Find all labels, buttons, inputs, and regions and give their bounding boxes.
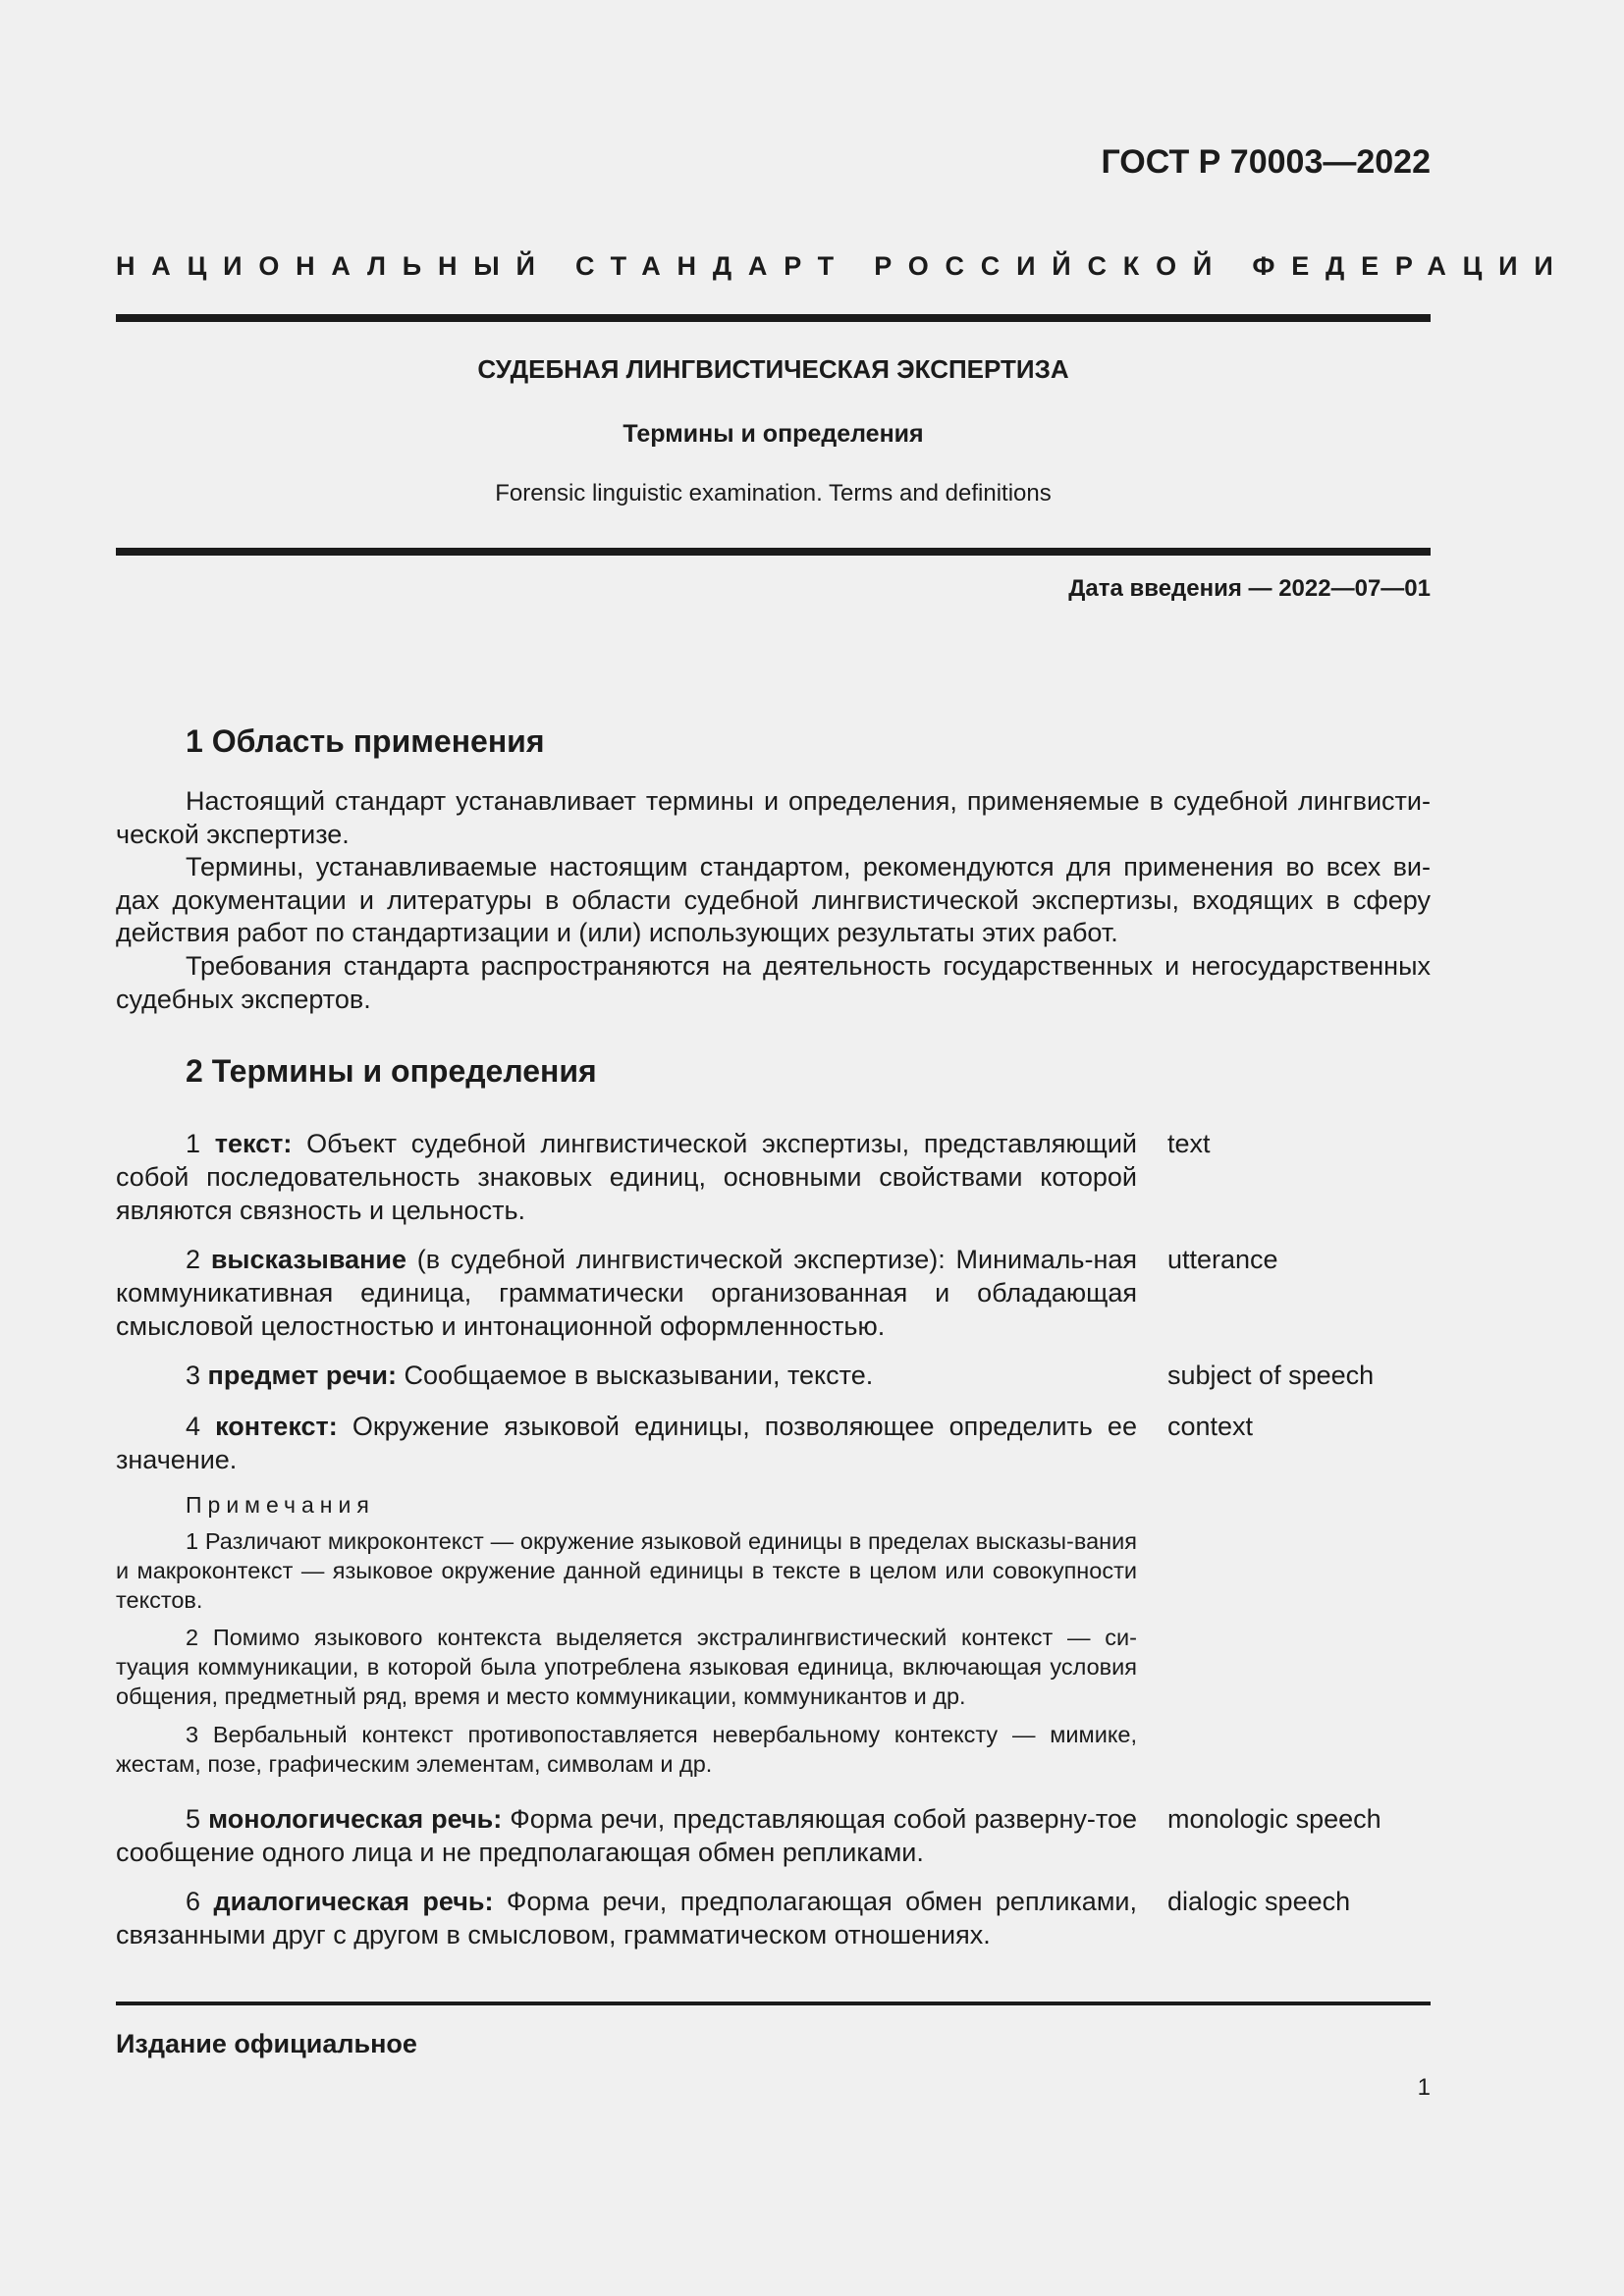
term-english: monologic speech: [1167, 1804, 1381, 1834]
term-name: диалогическая речь:: [213, 1887, 494, 1916]
english-title: Forensic linguistic examination. Terms and definitions: [495, 480, 1052, 507]
section-1-paragraph: Настоящий стандарт устанавливает термины и определения, применяемые в судебной лингвисти-ческой экспертизе.: [116, 786, 1431, 849]
term-entry: 3 предмет речи: Сообщаемое в высказывании, тексте.: [186, 1361, 874, 1390]
term-entry: 1 текст: Объект судебной лингвистической экспертизы, представляющий собой последовательность знаковых единиц, основными свойствами которой являются связность и цельность.: [116, 1129, 1137, 1225]
term-english: dialogic speech: [1167, 1887, 1351, 1916]
term-name: контекст:: [215, 1412, 338, 1441]
term-entry: 6 диалогическая речь: Форма речи, предполагающая обмен репликами, связанными друг с другом в смысловом, грамматическом отношениях.: [116, 1887, 1137, 1949]
document-subtitle: Термины и определения: [623, 420, 924, 448]
term-english: text: [1167, 1129, 1211, 1158]
term-english: subject of speech: [1167, 1361, 1375, 1390]
top-divider: [116, 314, 1431, 322]
document-number: ГОСТ Р 70003—2022: [1101, 143, 1431, 181]
term-english: context: [1167, 1412, 1254, 1441]
title-divider: [116, 548, 1431, 556]
term-name: монологическая речь:: [208, 1804, 503, 1834]
section-1-heading: 1 Область применения: [186, 723, 545, 759]
term-entry: 5 монологическая речь: Форма речи, представляющая собой разверну-тое сообщение одного лица и не предполагающая обмен репликами.: [116, 1804, 1137, 1867]
note-item: 3 Вербальный контекст противопоставляется невербальному контексту — мимике, жестам, позе, графическим элементам, символам и др.: [116, 1722, 1137, 1777]
notes-heading: Примечания: [186, 1492, 375, 1518]
section-1-paragraph: Требования стандарта распространяются на деятельность государственных и негосударственных судебных экспертов.: [116, 951, 1431, 1014]
section-2-heading: 2 Термины и определения: [186, 1053, 597, 1089]
page-number: 1: [1417, 2074, 1431, 2101]
footer-divider: [116, 2002, 1431, 2005]
official-edition-label: Издание официальное: [116, 2029, 417, 2058]
term-entry: 2 высказывание (в судебной лингвистической экспертизе): Минималь-ная коммуникативная единица, грамматически организованная и обладающая смысловой целостностью и интонационной оформленностью.: [116, 1245, 1137, 1341]
note-item: 2 Помимо языкового контекста выделяется экстралингвистический контекст — си-туация коммуникации, в которой была употреблена языковая единица, включающая условия общения, предметный ряд, время и место коммуникации, коммуникантов и др.: [116, 1625, 1137, 1709]
section-1-paragraph: Термины, устанавливаемые настоящим стандартом, рекомендуются для применения во всех ви-дах документации и литературы в области судебной лингвистической экспертизы, входящих в сферу действия работ по стандартизации и (или) использующих результаты этих работ.: [116, 852, 1431, 947]
term-english: utterance: [1167, 1245, 1278, 1274]
document-title: СУДЕБНАЯ ЛИНГВИСТИЧЕСКАЯ ЭКСПЕРТИЗА: [477, 354, 1069, 384]
note-item: 1 Различают микроконтекст — окружение языковой единицы в пределах высказы-вания и макроконтекст — языковое окружение данной единицы в тексте в целом или совокупности текстов.: [116, 1528, 1137, 1613]
national-standard-label: НАЦИОНАЛЬНЫЙ СТАНДАРТ РОССИЙСКОЙ ФЕДЕРАЦИИ: [116, 251, 1570, 281]
term-name: предмет речи:: [207, 1361, 397, 1390]
term-name: высказывание: [210, 1245, 407, 1274]
term-entry: 4 контекст: Окружение языковой единицы, позволяющее определить ее значение.: [116, 1412, 1137, 1474]
introduction-date: Дата введения — 2022—07—01: [1068, 575, 1431, 602]
term-name: текст:: [214, 1129, 293, 1158]
